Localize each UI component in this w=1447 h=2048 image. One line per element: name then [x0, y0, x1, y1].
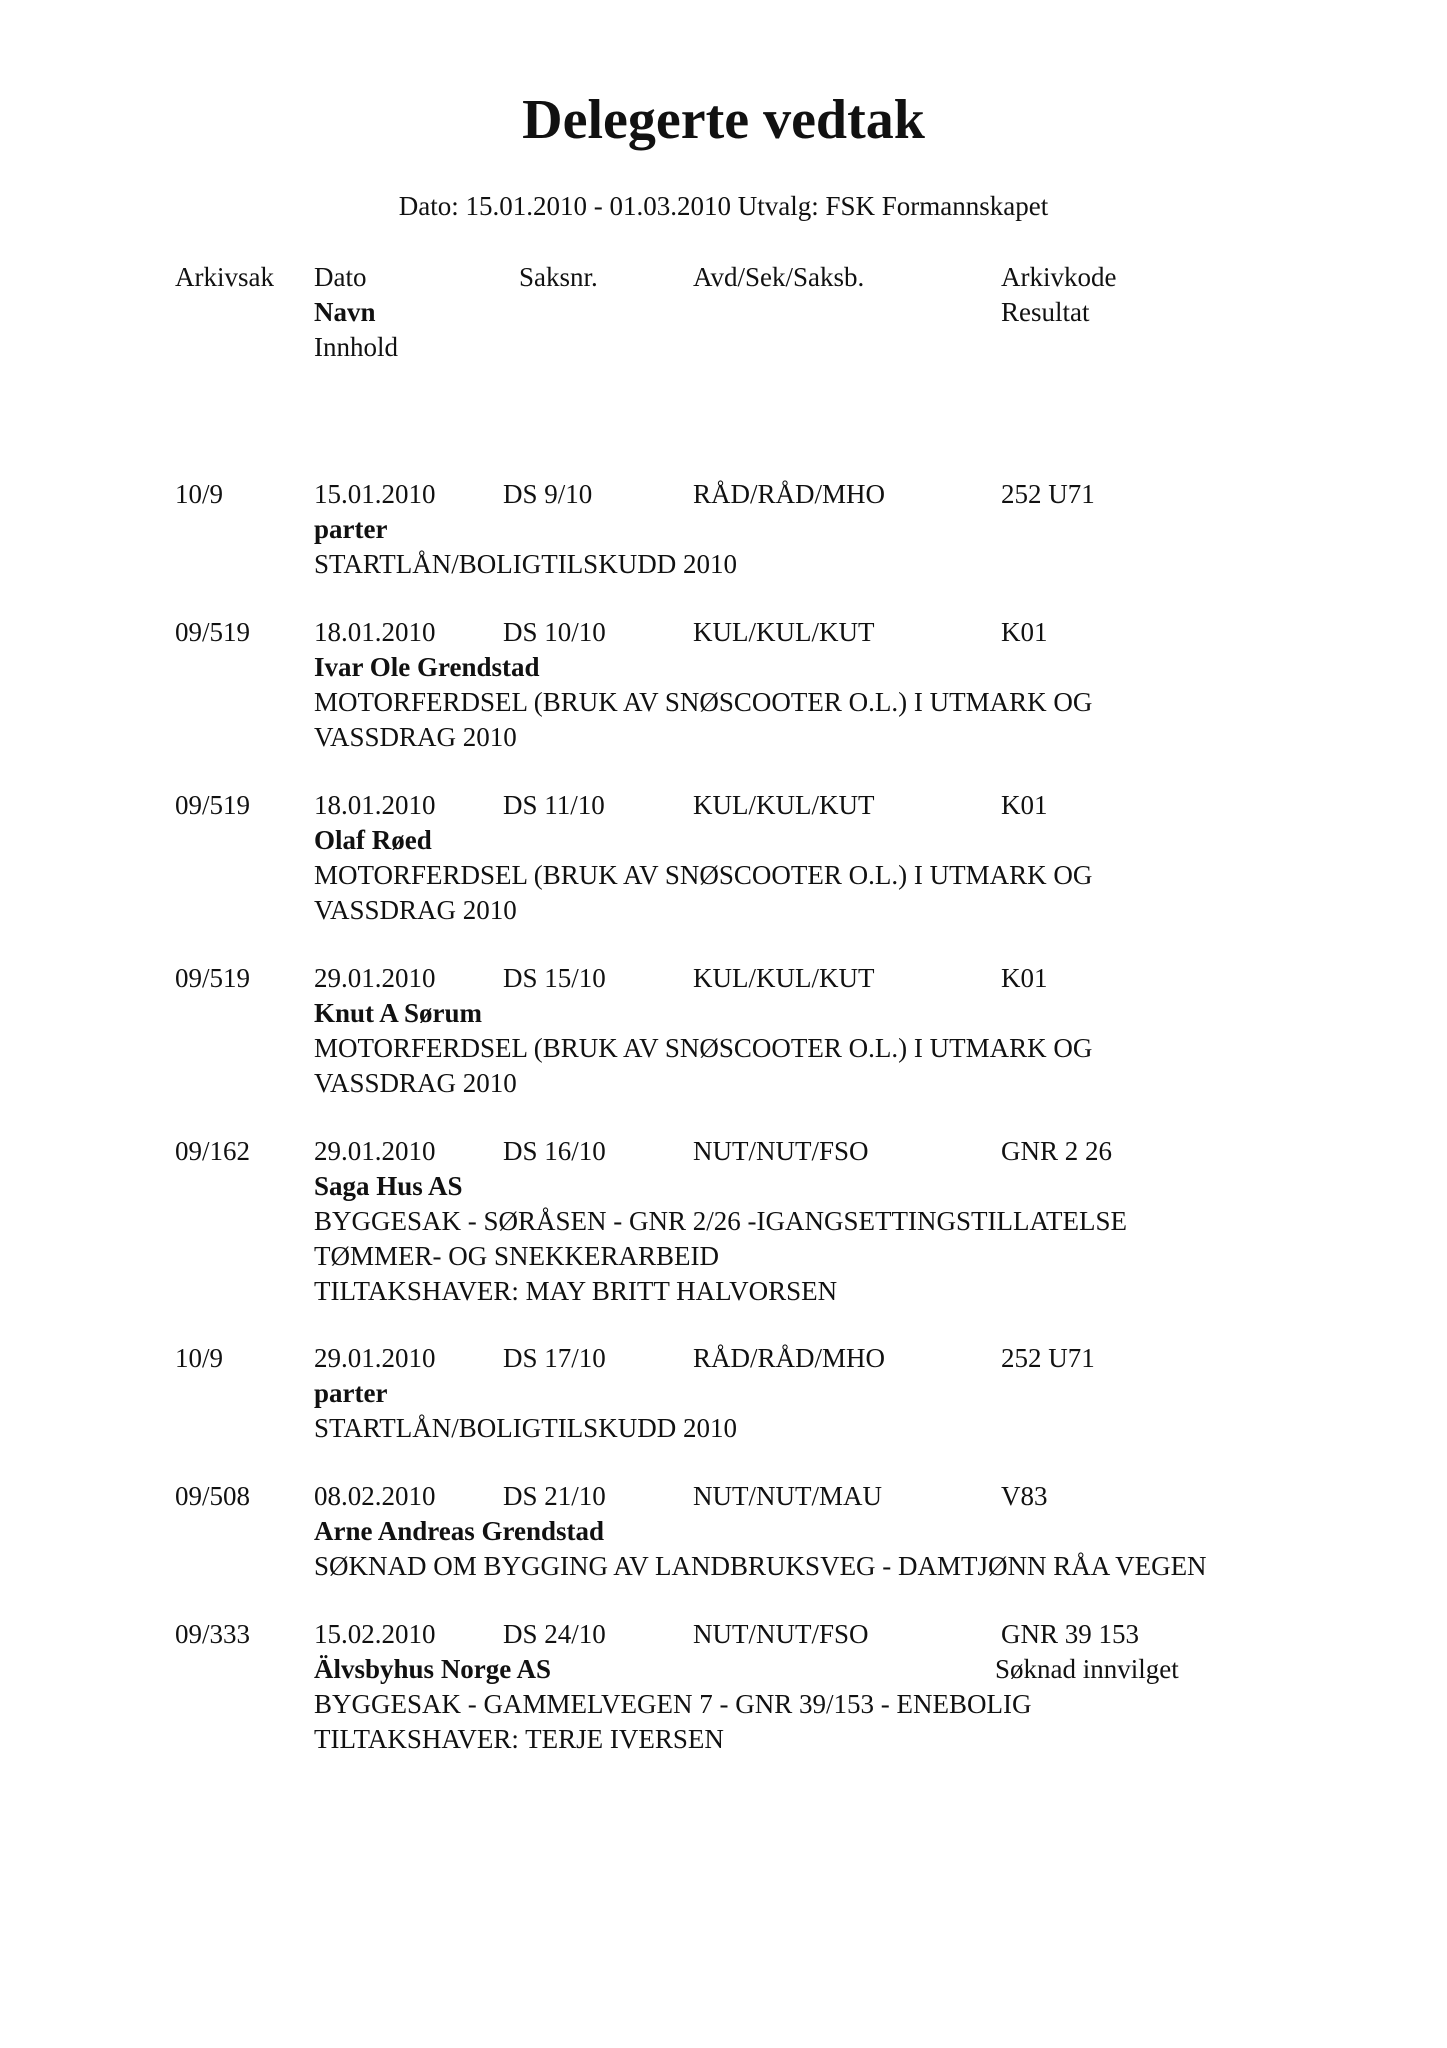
entry-saksnr: DS 11/10 [503, 790, 605, 820]
entry-innhold-line: VASSDRAG 2010 [314, 895, 517, 925]
entry-innhold-line: MOTORFERDSEL (BRUK AV SNØSCOOTER O.L.) I UTMARK OG [314, 860, 1093, 890]
entry-innhold-line: VASSDRAG 2010 [314, 722, 517, 752]
entry-arkivsak: 09/162 [175, 1136, 251, 1166]
entry-avd: NUT/NUT/FSO [693, 1136, 869, 1166]
entry-arkivkode: 252 U71 [1001, 479, 1095, 509]
entry-resultat: Søknad innvilget [995, 1654, 1179, 1684]
entry-arkivkode: 252 U71 [1001, 1343, 1095, 1373]
entry-arkivsak: 09/508 [175, 1481, 251, 1511]
entry-innhold-line: STARTLÅN/BOLIGTILSKUDD 2010 [314, 1413, 737, 1443]
entry-arkivsak: 09/519 [175, 617, 251, 647]
entry-avd: KUL/KUL/KUT [693, 963, 875, 993]
entry-avd: NUT/NUT/MAU [693, 1481, 882, 1511]
entry-innhold-line: TILTAKSHAVER: TERJE IVERSEN [314, 1724, 724, 1754]
entry-avd: RÅD/RÅD/MHO [693, 479, 886, 509]
entry-saksnr: DS 15/10 [503, 963, 606, 993]
entry-navn: Älvsbyhus Norge AS [314, 1654, 552, 1684]
entry-navn: Saga Hus AS [314, 1171, 463, 1201]
entry-innhold-line: SØKNAD OM BYGGING AV LANDBRUKSVEG - DAMTJØNN RÅA VEGEN [314, 1551, 1207, 1581]
header-arkivkode: Arkivkode [1001, 262, 1117, 292]
header-resultat: Resultat [1001, 297, 1090, 327]
header-innhold: Innhold [314, 332, 398, 362]
entry-innhold-line: BYGGESAK - SØRÅSEN - GNR 2/26 -IGANGSETTINGSTILLATELSE [314, 1206, 1127, 1236]
header-avd: Avd/Sek/Saksb. [693, 262, 865, 292]
entry-saksnr: DS 17/10 [503, 1343, 606, 1373]
entry-arkivkode: V83 [1001, 1481, 1048, 1511]
entry-navn: parter [314, 514, 388, 544]
entry-arkivkode: K01 [1001, 963, 1048, 993]
entry-avd: KUL/KUL/KUT [693, 617, 875, 647]
entry-avd: KUL/KUL/KUT [693, 790, 875, 820]
entry-dato: 29.01.2010 [314, 1343, 436, 1373]
entry-innhold-line: TØMMER- OG SNEKKERARBEID [314, 1241, 719, 1271]
header-dato: Dato [314, 262, 367, 292]
entry-arkivkode: GNR 2 26 [1001, 1136, 1113, 1166]
entry-navn: Arne Andreas Grendstad [314, 1516, 605, 1546]
entry-arkivsak: 09/519 [175, 963, 251, 993]
entry-saksnr: DS 10/10 [503, 617, 606, 647]
entry-saksnr: DS 9/10 [503, 479, 593, 509]
entry-avd: NUT/NUT/FSO [693, 1619, 869, 1649]
entry-arkivsak: 09/333 [175, 1619, 251, 1649]
entry-saksnr: DS 24/10 [503, 1619, 606, 1649]
entry-navn: Olaf Røed [314, 825, 432, 855]
entry-innhold-line: STARTLÅN/BOLIGTILSKUDD 2010 [314, 549, 737, 579]
page-subtitle: Dato: 15.01.2010 - 01.03.2010 Utvalg: FSK Formannskapet [398, 191, 1049, 221]
entry-avd: RÅD/RÅD/MHO [693, 1343, 886, 1373]
entry-arkivsak: 10/9 [175, 479, 224, 509]
entry-navn: Knut A Sørum [314, 998, 483, 1028]
entry-navn: parter [314, 1378, 388, 1408]
header-arkivsak: Arkivsak [175, 262, 274, 292]
page-title: Delegerte vedtak [522, 89, 925, 151]
entry-arkivkode: K01 [1001, 617, 1048, 647]
entry-dato: 15.02.2010 [314, 1619, 436, 1649]
entry-dato: 08.02.2010 [314, 1481, 436, 1511]
entry-arkivsak: 10/9 [175, 1343, 224, 1373]
entry-innhold-line: VASSDRAG 2010 [314, 1068, 517, 1098]
entry-innhold-line: BYGGESAK - GAMMELVEGEN 7 - GNR 39/153 - ENEBOLIG [314, 1689, 1032, 1719]
entry-dato: 18.01.2010 [314, 790, 436, 820]
entry-arkivkode: K01 [1001, 790, 1048, 820]
entry-innhold-line: MOTORFERDSEL (BRUK AV SNØSCOOTER O.L.) I UTMARK OG [314, 1033, 1093, 1063]
header-saksnr: Saksnr. [519, 262, 598, 292]
entry-saksnr: DS 16/10 [503, 1136, 606, 1166]
entry-arkivkode: GNR 39 153 [1001, 1619, 1140, 1649]
entry-navn: Ivar Ole Grendstad [314, 652, 540, 682]
entry-dato: 18.01.2010 [314, 617, 436, 647]
entry-saksnr: DS 21/10 [503, 1481, 606, 1511]
entry-dato: 15.01.2010 [314, 479, 436, 509]
entry-dato: 29.01.2010 [314, 1136, 436, 1166]
entry-arkivsak: 09/519 [175, 790, 251, 820]
header-navn: Navn [314, 297, 376, 327]
entry-innhold-line: MOTORFERDSEL (BRUK AV SNØSCOOTER O.L.) I UTMARK OG [314, 687, 1093, 717]
entry-innhold-line: TILTAKSHAVER: MAY BRITT HALVORSEN [314, 1276, 838, 1306]
entry-dato: 29.01.2010 [314, 963, 436, 993]
